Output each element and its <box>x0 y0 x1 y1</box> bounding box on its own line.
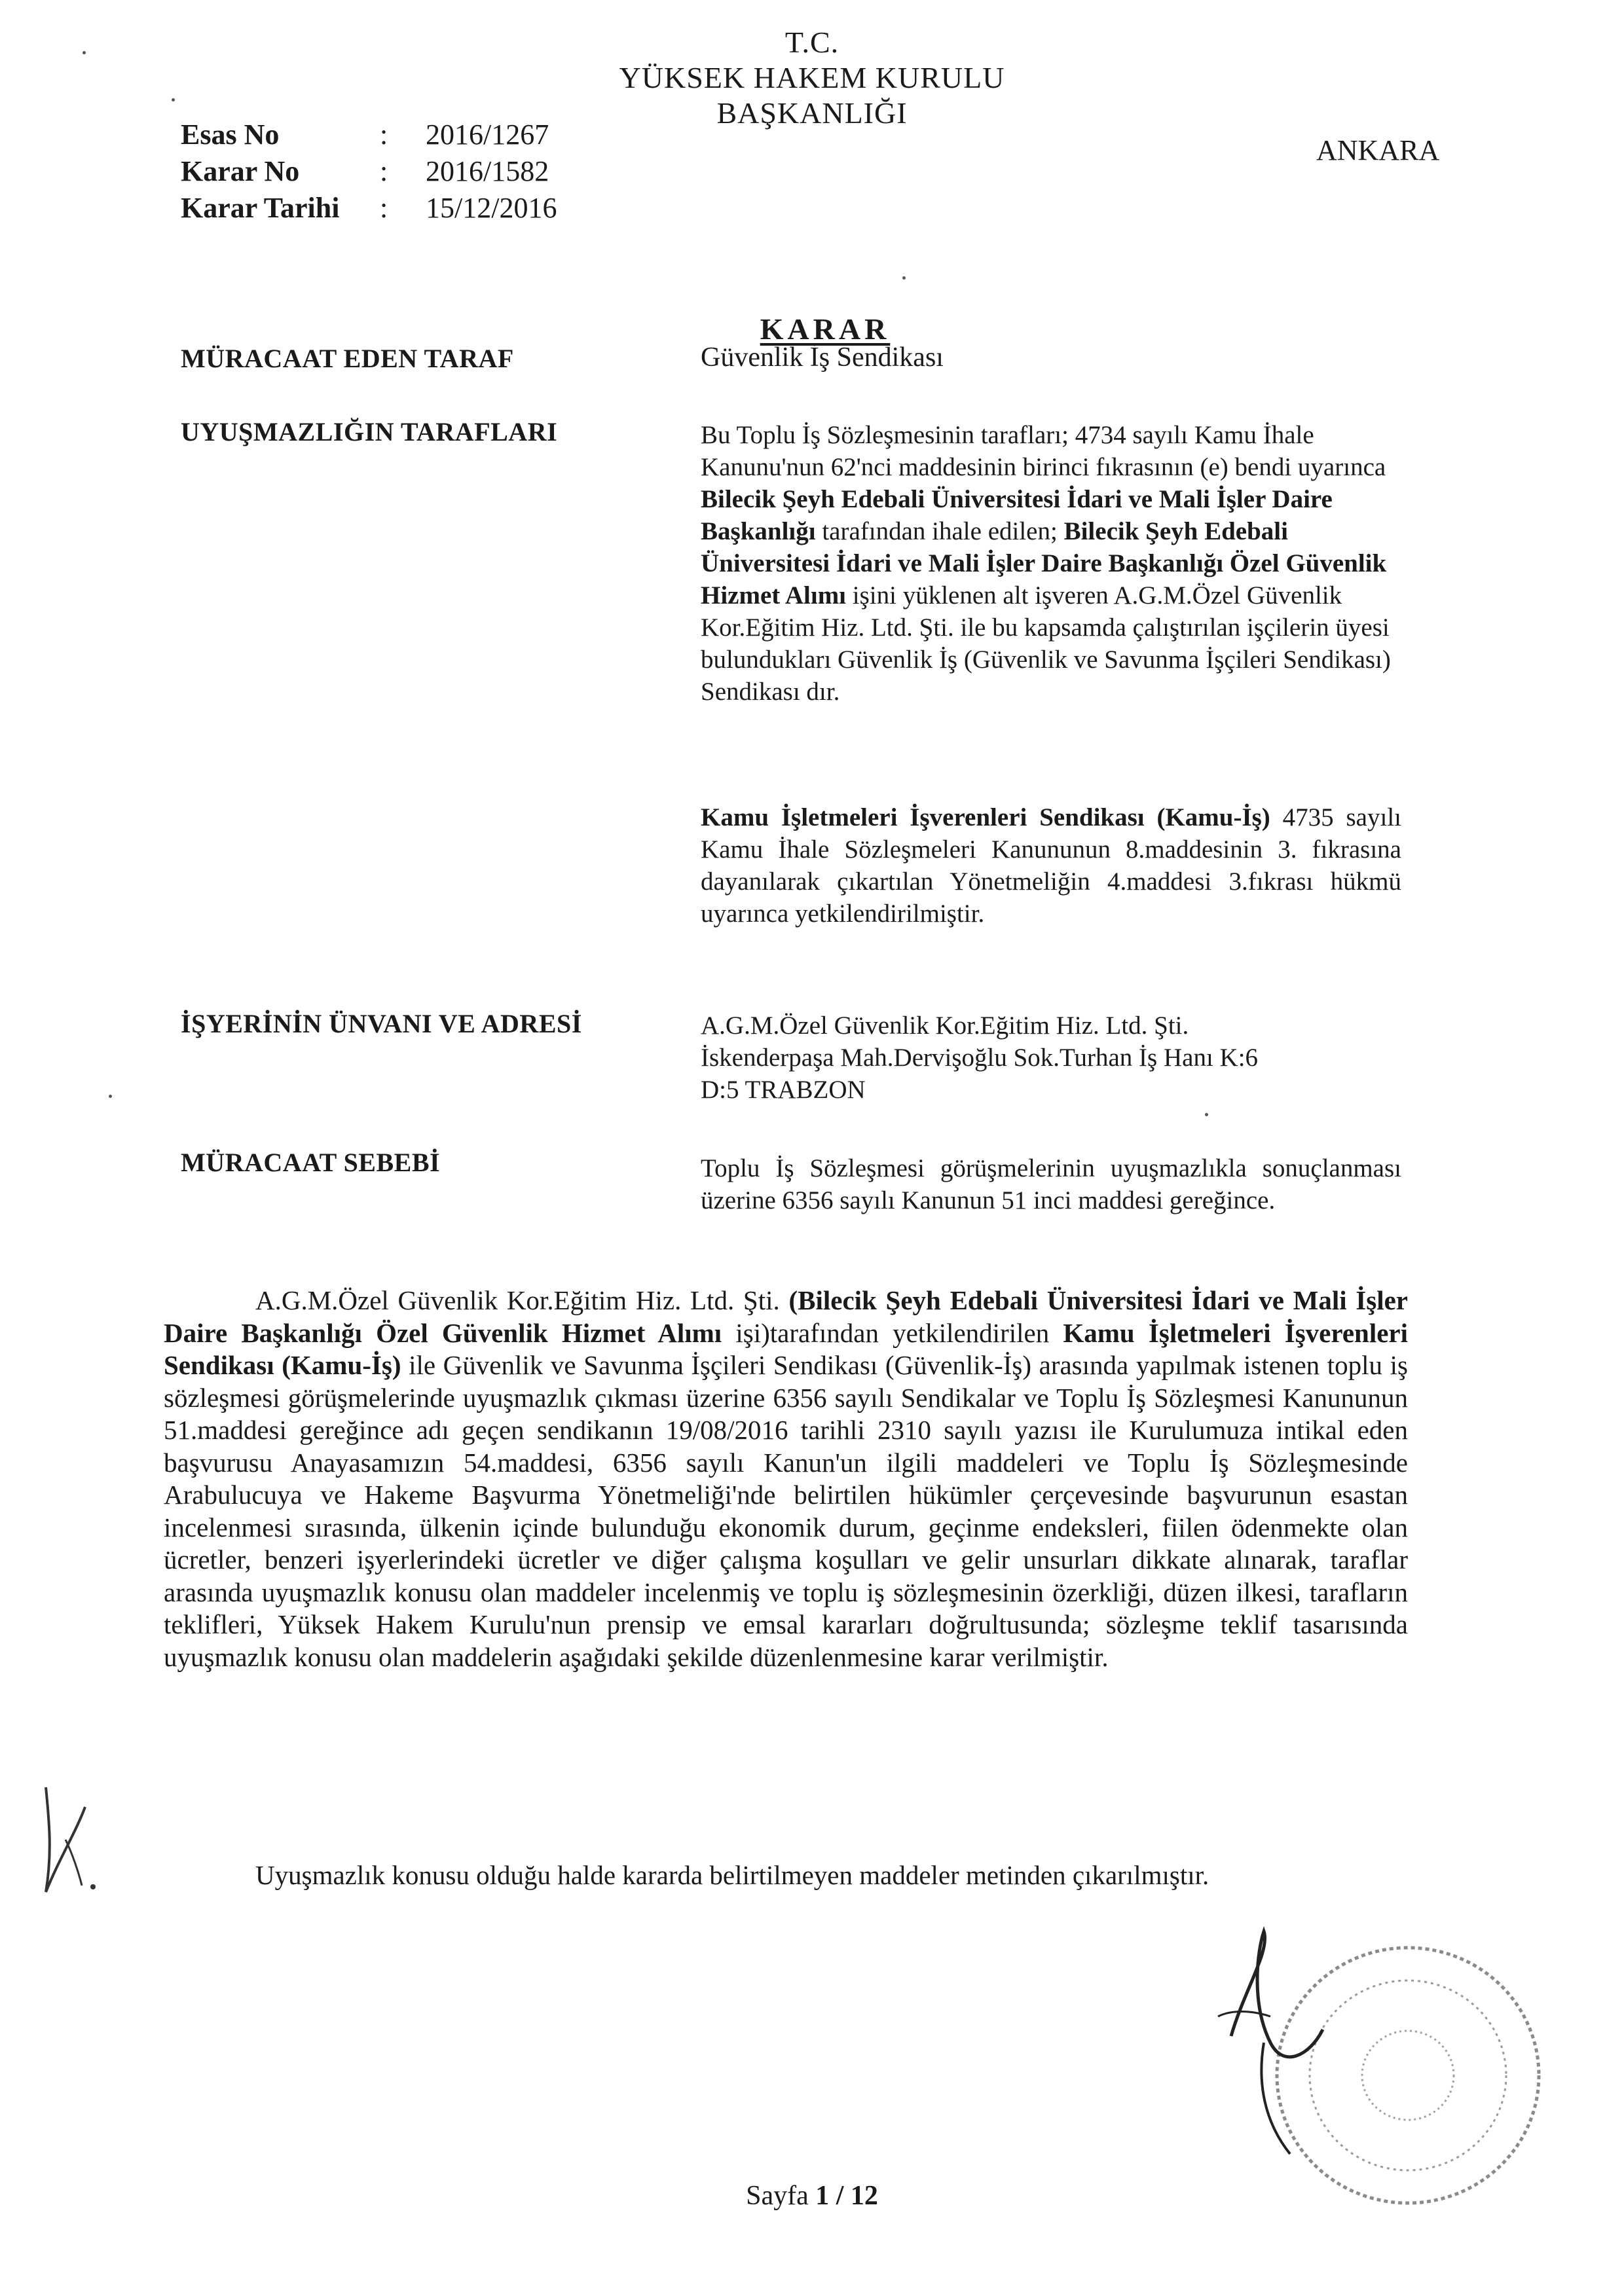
initials-signature <box>20 1781 111 1899</box>
header-city: ANKARA <box>1316 134 1440 166</box>
workplace-city: D:5 TRABZON <box>701 1076 866 1104</box>
workplace-name: A.G.M.Özel Güvenlik Kor.Eğitim Hiz. Ltd. Şti. <box>701 1011 1189 1040</box>
reason-value: Toplu İş Sözleşmesi görüşmelerinin uyuşmazlıkla sonuçlanması üzerine 6356 sayılı Kanunun 51 inci maddesi gereğince. <box>701 1154 1401 1214</box>
workplace-label: İŞYERİNİN ÜNVANI VE ADRESİ <box>181 1009 582 1038</box>
parties-paragraph-1: Bu Toplu İş Sözleşmesinin tarafları; 4734 sayılı Kamu İhale Kanunu'nun 62'nci maddesinin birinci fıkrasının (e) bendi uyarınca Bilecik Şeyh Edebali Üniversitesi İdari ve Mali İşler Daire Başkanlığı tarafından ihale edilen; Bilecik Şeyh Edebali Üniversitesi İdari ve Mali İşler Daire Başkanlığı Özel Güvenlik Hizmet Alımı işini yüklenen alt işveren A.G.M.Özel Güvenlik Kor.Eğitim Hiz. Ltd. Şti. ile bu kapsamda çalıştırılan işçilerin üyesi bulundukları Güvenlik İş (Güvenlik ve Savunma İşçileri Sendikası) Sendikası dır. <box>701 421 1391 706</box>
tarih-value: 15/12/2016 <box>426 192 557 224</box>
esas-value: 2016/1267 <box>426 118 549 151</box>
esas-label: Esas No <box>181 118 280 151</box>
page-footer <box>0 2180 1624 2212</box>
header-tc: T.C. <box>784 26 840 59</box>
parties-label: UYUŞMAZLIĞIN TARAFLARI <box>181 417 558 446</box>
decision-paragraph-1: A.G.M.Özel Güvenlik Kor.Eğitim Hiz. Ltd. Şti. (Bilecik Şeyh Edebali Üniversitesi İdari ve Mali İşler Daire Başkanlığı Özel Güvenlik Hizmet Alımı işi)tarafından yetkilendirilen Kamu İşletmeleri İşverenleri Sendikası (Kamu-İş) ile Güvenlik ve Savunma İşçileri Sendikası (Güvenlik-İş) arasında yapılmak istenen toplu iş sözleşmesi görüşmelerinde uyuşmazlık çıkması üzerine 6356 sayılı Sendikalar ve Toplu İş Sözleşmesi Kanununun 51.maddesi gereğince adı geçen sendikanın 19/08/2016 tarihli 2310 sayılı yazısı ile Kurulumuza intikal eden başvurusu Anayasamızın 54.maddesi, 6356 sayılı Kanun'un ilgili maddeleri ve Toplu İş Sözleşmesinde Arabulucuya ve Hakeme Başvurma Yönetmeliği'nde belirtilen hükümler çerçevesinde başvurunun esastan incelenmesi sırasında, ülkenin içinde bulunduğu ekonomik durum, geçinme endeksleri, fiilen ödenmekte olan ücretler, benzeri işyerlerindeki ücretler ve diğer çalışma koşulları ve gelir unsurları dikkate alınarak, taraflar arasında uyuşmazlık konusu olan maddeler incelenmiş ve toplu iş sözleşmesinin özerkliği, düzen ilkesi, tarafların teklifleri, Yüksek Hakem Kurulu'nun prensip ve emsal kararları doğrultusunda; sözleşme teklif tasarısında uyuşmazlık konusu olan maddelerin aşağıdaki şekilde düzenlenmesine karar verilmiştir. <box>164 1285 1409 1672</box>
header-presidency: BAŞKANLIĞI <box>716 96 908 130</box>
scan-speck <box>83 51 86 54</box>
workplace-address <box>701 1010 1401 1106</box>
scan-speck <box>902 276 906 280</box>
applicant-label: MÜRACAAT EDEN TARAF <box>181 344 514 373</box>
esas-colon: : <box>380 118 388 151</box>
header-institution: YÜKSEK HAKEM KURULU <box>619 61 1005 94</box>
tarih-label: Karar Tarihi <box>181 192 340 224</box>
document-title: KARAR <box>760 312 891 346</box>
scan-speck <box>172 98 175 101</box>
reason-label: MÜRACAAT SEBEBİ <box>181 1148 441 1177</box>
applicant-value: Güvenlik İş Sendikası <box>701 342 944 373</box>
karar-value: 2016/1582 <box>426 155 549 187</box>
scan-speck <box>1205 1113 1208 1116</box>
parties-paragraph-2: Kamu İşletmeleri İşverenleri Sendikası (Kamu-İş) 4735 sayılı Kamu İhale Sözleşmeleri Kanununun 8.maddesinin 3. fıkrasına dayanılarak çıkartılan Yönetmeliğin 4.maddesi 3.fıkrası hükmü uyarınca yetkilendirilmiştir. <box>701 803 1401 928</box>
workplace-street: İskenderpaşa Mah.Dervişoğlu Sok.Turhan İş Hanı K:6 <box>701 1044 1259 1072</box>
official-stamp-signature <box>1192 1912 1559 2213</box>
tarih-colon: : <box>380 192 388 224</box>
scan-speck <box>109 1095 112 1098</box>
decision-paragraph-2: Uyuşmazlık konusu olduğu halde kararda belirtilmeyen maddeler metinden çıkarılmıştır. <box>255 1860 1209 1890</box>
karar-label: Karar No <box>181 155 300 187</box>
karar-colon: : <box>380 155 388 187</box>
page-prefix: Sayfa <box>746 2181 816 2211</box>
page-number: 1 / 12 <box>815 2181 878 2211</box>
